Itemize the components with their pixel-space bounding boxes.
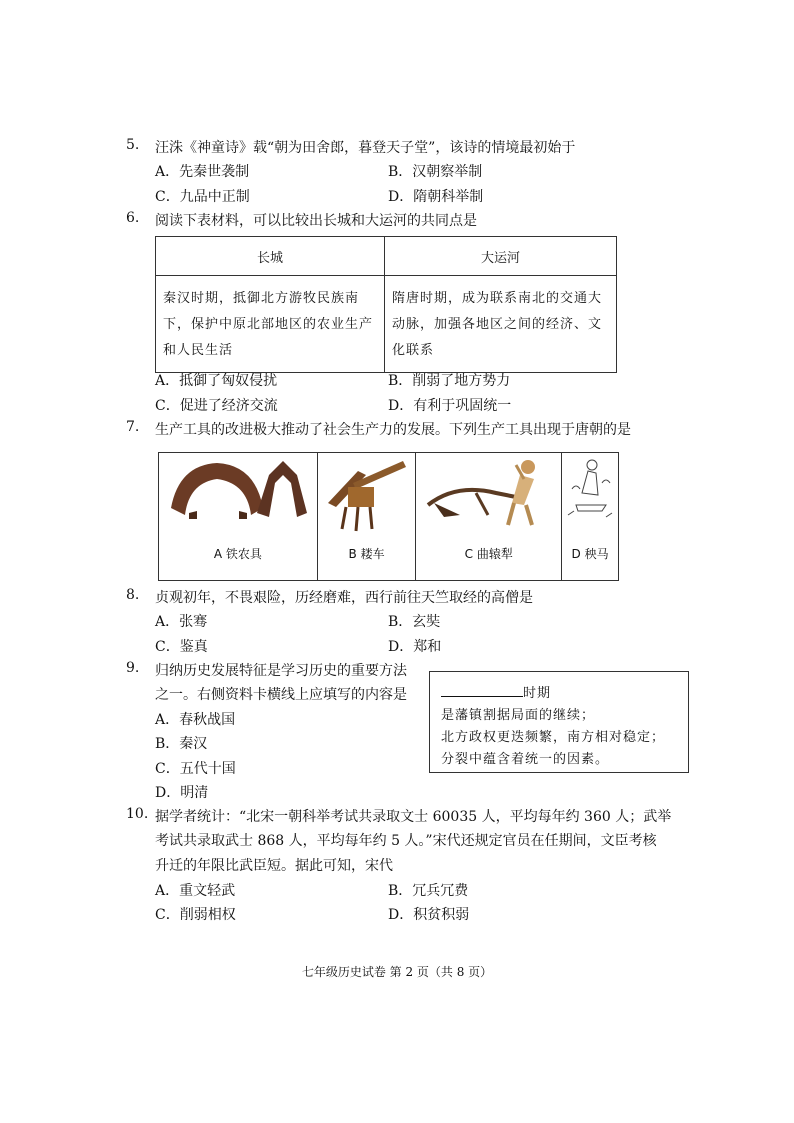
card-line-1: 是藩镇割据局面的继续； bbox=[441, 708, 596, 723]
question-6-stem: 阅读下表材料，可以比较出长城和大运河的共同点是 bbox=[155, 213, 477, 229]
tool-cell-seed-drill bbox=[318, 453, 417, 580]
q5-option-a: A．先秦世袭制 bbox=[155, 164, 250, 180]
question-6-number: 6. bbox=[126, 210, 140, 226]
q5-option-c: C．九品中正制 bbox=[155, 189, 250, 205]
tool-cell-rice-transplanter bbox=[562, 453, 618, 580]
question-9-number: 9. bbox=[126, 660, 140, 676]
rice-transplanter-image bbox=[562, 453, 618, 543]
q8-option-d: D．郑和 bbox=[388, 639, 442, 655]
seed-drill-image bbox=[318, 453, 416, 543]
question-10-line1: 据学者统计：“北宋一朝科举考试共录取文士 60035 人，平均每年约 360 人；武举 bbox=[155, 809, 672, 825]
iron-tools-image bbox=[159, 453, 317, 543]
q5-option-d: D．隋朝科举制 bbox=[388, 189, 484, 205]
card-line-3: 分裂中蕴含着统一的因素。 bbox=[441, 752, 610, 767]
curved-plough-image bbox=[416, 453, 561, 543]
comparison-table bbox=[155, 236, 617, 373]
q8-option-a: A．张骞 bbox=[155, 614, 208, 630]
question-7-number: 7. bbox=[126, 419, 140, 435]
tool-caption-b: B 耧车 bbox=[348, 547, 385, 561]
card-period-suffix: 时期 bbox=[523, 686, 552, 701]
question-10-number: 10. bbox=[126, 806, 149, 822]
info-card bbox=[429, 671, 689, 773]
q6-option-c: C．促进了经济交流 bbox=[155, 398, 278, 414]
question-10-line2: 考试共录取武士 868 人，平均每年约 5 人。”宋代还规定官员在任期间，文臣考核 bbox=[155, 833, 657, 849]
q6-option-b: B．削弱了地方势力 bbox=[388, 373, 511, 389]
question-5-stem: 汪洙《神童诗》载“朝为田舍郎，暮登天子堂”，该诗的情境最初始于 bbox=[155, 140, 576, 156]
q9-option-d: D．明清 bbox=[155, 785, 209, 801]
table-header-grand-canal: 大运河 bbox=[385, 237, 617, 276]
q6-option-d: D．有利于巩固统一 bbox=[388, 398, 512, 414]
q10-option-a: A．重文轻武 bbox=[155, 883, 236, 899]
fill-in-blank bbox=[441, 684, 523, 697]
q10-option-c: C．削弱相权 bbox=[155, 907, 236, 923]
question-7-stem: 生产工具的改进极大推动了社会生产力的发展。下列生产工具出现于唐朝的是 bbox=[155, 422, 631, 438]
card-title-line bbox=[441, 682, 551, 701]
q8-option-c: C．鉴真 bbox=[155, 639, 208, 655]
tool-caption-c: C 曲辕犁 bbox=[464, 547, 513, 561]
table-header-great-wall: 长城 bbox=[156, 237, 385, 276]
q9-option-a: A．春秋战国 bbox=[155, 712, 236, 728]
question-9-stem-line1: 归纳历史发展特征是学习历史的重要方法 bbox=[155, 663, 407, 679]
page-footer: 七年级历史试卷 第 2 页（共 8 页） bbox=[301, 965, 493, 979]
question-5-number: 5. bbox=[126, 137, 140, 153]
q5-option-b: B．汉朝察举制 bbox=[388, 164, 483, 180]
q10-option-b: B．冗兵冗费 bbox=[388, 883, 469, 899]
question-10-line3: 升迁的年限比武臣短。据此可知，宋代 bbox=[155, 858, 393, 874]
q10-option-d: D．积贫积弱 bbox=[388, 907, 470, 923]
tool-cell-iron-tools bbox=[159, 453, 318, 580]
card-line-2: 北方政权更迭频繁，南方相对稳定； bbox=[441, 730, 666, 745]
tool-caption-a: A 铁农具 bbox=[213, 547, 262, 561]
question-8-stem: 贞观初年，不畏艰险，历经磨难，西行前往天竺取经的高僧是 bbox=[155, 590, 533, 606]
q9-option-c: C．五代十国 bbox=[155, 761, 236, 777]
table-cell-great-wall: 秦汉时期，抵御北方游牧民族南下，保护中原北部地区的农业生产和人民生活 bbox=[156, 276, 385, 373]
question-9-stem-line2: 之一。右侧资料卡横线上应填写的内容是 bbox=[155, 687, 407, 703]
table-cell-grand-canal: 隋唐时期，成为联系南北的交通大动脉，加强各地区之间的经济、文化联系 bbox=[385, 276, 617, 373]
tool-cell-curved-plough bbox=[416, 453, 562, 580]
q8-option-b: B．玄奘 bbox=[388, 614, 441, 630]
question-8-number: 8. bbox=[126, 587, 140, 603]
tools-image-strip bbox=[158, 452, 619, 581]
q6-option-a: A．抵御了匈奴侵扰 bbox=[155, 373, 278, 389]
tool-caption-d: D 秧马 bbox=[571, 547, 609, 561]
q9-option-b: B．秦汉 bbox=[155, 736, 208, 752]
